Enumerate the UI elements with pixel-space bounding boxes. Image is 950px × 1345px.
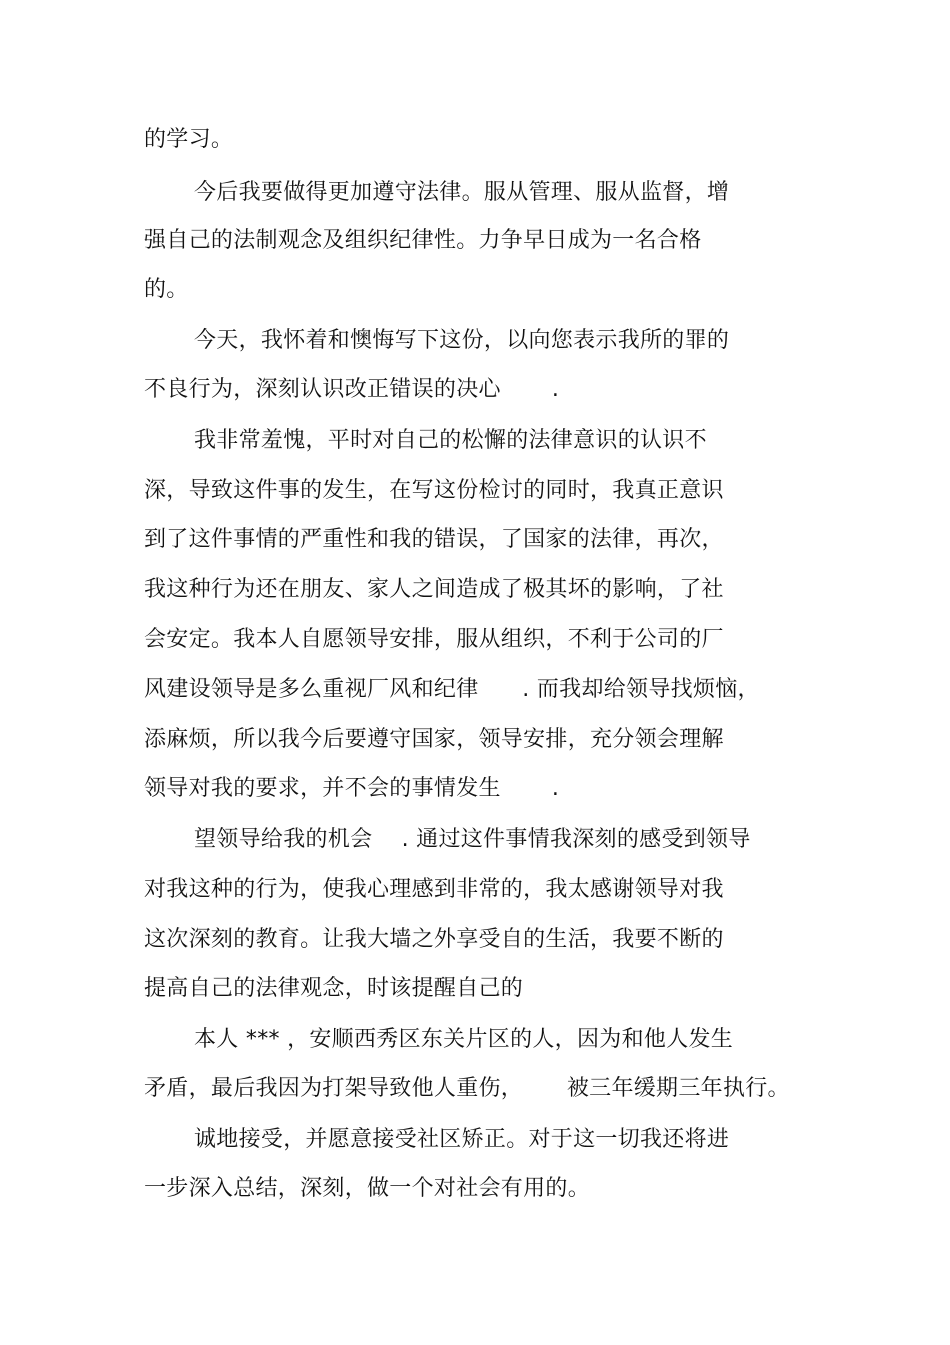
text-line: 风建设领导是多么重视厂风和纪律 . 而我却给领导找烦恼，: [144, 677, 760, 702]
text-line: 的学习。: [144, 127, 234, 152]
text-line: 对我这种的行为，使我心理感到非常的，我太感谢领导对我: [144, 877, 724, 902]
text-line: 添麻烦，所以我今后要遵守国家，领导安排，充分领会理解: [144, 727, 724, 752]
text-line: 到了这件事情的严重性和我的错误，了国家的法律，再次，: [144, 527, 724, 552]
text-line: 深，导致这件事的发生，在写这份检讨的同时，我真正意识: [144, 478, 724, 503]
text-line: 提高自己的法律观念，时该提醒自己的: [144, 976, 524, 1001]
text-line: 不良行为，深刻认识改正错误的决心 .: [144, 377, 560, 402]
text-line: 强自己的法制观念及组织纪律性。力争早日成为一名合格: [144, 228, 702, 253]
text-line: 的。: [144, 277, 189, 302]
paragraph-start-line: 今天，我怀着和懊悔写下这份，以向您表示我所的罪的: [194, 328, 730, 353]
text-line: 我这种行为还在朋友、家人之间造成了极其坏的影响，了社: [144, 577, 724, 602]
paragraph-start-line: 望领导给我的机会 . 通过这件事情我深刻的感受到领导: [194, 827, 751, 852]
paragraph-start-line: 本人 *** ，安顺西秀区东关片区的人，因为和他人发生: [194, 1027, 734, 1052]
text-line: 矛盾，最后我因为打架导致他人重伤， 被三年缓期三年执行。: [144, 1076, 790, 1101]
text-line: 这次深刻的教育。让我大墙之外享受自的生活，我要不断的: [144, 927, 724, 952]
text-line: 一步深入总结，深刻，做一个对社会有用的。: [144, 1176, 591, 1201]
text-line: 领导对我的要求，并不会的事情发生 .: [144, 776, 560, 801]
paragraph-start-line: 诚地接受，并愿意接受社区矫正。对于这一切我还将进: [194, 1127, 730, 1152]
paragraph-start-line: 今后我要做得更加遵守法律。服从管理、服从监督，增: [194, 180, 730, 205]
text-line: 会安定。我本人自愿领导安排，服从组织，不利于公司的厂: [144, 627, 724, 652]
paragraph-start-line: 我非常羞愧，平时对自己的松懈的法律意识的认识不: [194, 428, 707, 453]
